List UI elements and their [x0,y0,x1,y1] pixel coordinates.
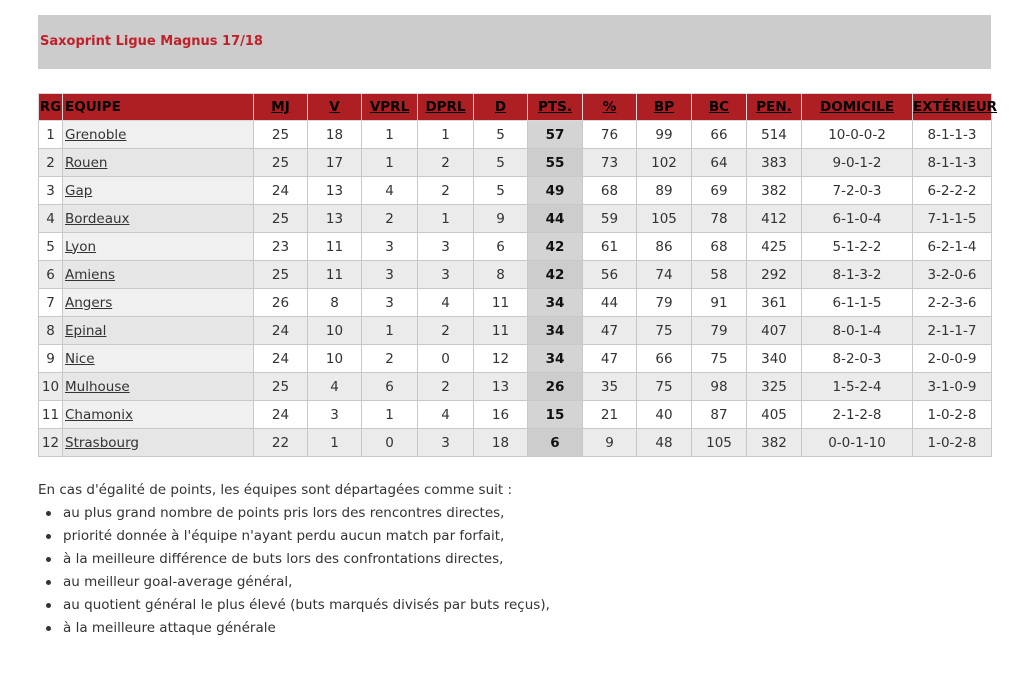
points-cell: 44 [528,205,583,233]
col-mj-header[interactable] [254,94,308,121]
percent-cell: 76 [583,121,637,149]
goals-against-cell: 75 [692,345,747,373]
away-record-cell: 8-1-1-3 [913,149,992,177]
rank-cell: 2 [39,149,63,177]
notes-list [38,502,550,640]
rank-cell: 1 [39,121,63,149]
col-d-sort-link[interactable]: D [494,99,507,115]
table-row [39,261,992,289]
team-link[interactable]: Nice [65,350,95,367]
goals-against-cell: 78 [692,205,747,233]
wins-cell: 11 [308,261,362,289]
goals-against-cell: 79 [692,317,747,345]
team-cell[interactable] [63,289,254,317]
table-row [39,429,992,457]
team-link[interactable]: Bordeaux [65,210,130,227]
goals-against-cell: 105 [692,429,747,457]
ot-losses-cell: 2 [418,177,474,205]
col-exterieur-sort-link[interactable]: EXTÉRIEUR [913,99,998,115]
goals-for-cell: 75 [637,317,692,345]
played-cell: 24 [254,317,308,345]
ot-wins-cell: 3 [362,233,418,261]
losses-cell: 12 [474,345,528,373]
table-row [39,373,992,401]
table-row [39,401,992,429]
goals-against-cell: 87 [692,401,747,429]
col-pts-sort-link[interactable]: PTS. [538,99,572,115]
percent-cell: 56 [583,261,637,289]
penalties-cell: 383 [747,149,802,177]
losses-cell: 6 [474,233,528,261]
goals-against-cell: 69 [692,177,747,205]
played-cell: 22 [254,429,308,457]
col-pct-header[interactable] [583,94,637,121]
col-v-header[interactable] [308,94,362,121]
played-cell: 25 [254,261,308,289]
played-cell: 25 [254,149,308,177]
col-d-header[interactable] [474,94,528,121]
points-cell: 42 [528,261,583,289]
ot-losses-cell: 2 [418,373,474,401]
table-row [39,121,992,149]
team-link[interactable]: Grenoble [65,126,127,143]
ot-losses-cell: 0 [418,345,474,373]
ot-wins-cell: 6 [362,373,418,401]
col-bc-sort-link[interactable]: BC [708,99,730,115]
goals-against-cell: 58 [692,261,747,289]
list-item: à la meilleure différence de buts lors des confrontations directes, [63,548,550,571]
penalties-cell: 514 [747,121,802,149]
rank-cell: 8 [39,317,63,345]
goals-against-cell: 66 [692,121,747,149]
goals-against-cell: 68 [692,233,747,261]
ot-losses-cell: 2 [418,149,474,177]
losses-cell: 5 [474,177,528,205]
team-cell[interactable] [63,345,254,373]
ot-losses-cell: 1 [418,205,474,233]
losses-cell: 13 [474,373,528,401]
losses-cell: 11 [474,317,528,345]
rank-cell: 12 [39,429,63,457]
col-pen-header[interactable] [747,94,802,121]
losses-cell: 18 [474,429,528,457]
rank-cell: 7 [39,289,63,317]
col-bp-sort-link[interactable]: BP [653,99,675,115]
wins-cell: 10 [308,345,362,373]
ot-losses-cell: 4 [418,401,474,429]
team-cell[interactable] [63,429,254,457]
table-row [39,345,992,373]
ot-wins-cell: 2 [362,345,418,373]
percent-cell: 73 [583,149,637,177]
home-record-cell: 9-0-1-2 [802,149,913,177]
goals-for-cell: 99 [637,121,692,149]
losses-cell: 5 [474,149,528,177]
ot-losses-cell: 2 [418,317,474,345]
col-pct-sort-link[interactable]: % [602,99,617,115]
ot-wins-cell: 4 [362,177,418,205]
penalties-cell: 405 [747,401,802,429]
team-cell[interactable] [63,149,254,177]
table-row [39,289,992,317]
losses-cell: 16 [474,401,528,429]
col-v-sort-link[interactable]: V [329,99,340,115]
ot-wins-cell: 1 [362,121,418,149]
played-cell: 25 [254,205,308,233]
goals-for-cell: 75 [637,373,692,401]
away-record-cell: 3-2-0-6 [913,261,992,289]
penalties-cell: 382 [747,177,802,205]
wins-cell: 1 [308,429,362,457]
rank-cell: 4 [39,205,63,233]
points-cell: 6 [528,429,583,457]
penalties-cell: 407 [747,317,802,345]
home-record-cell: 8-0-1-4 [802,317,913,345]
list-item: priorité donnée à l'équipe n'ayant perdu aucun match par forfait, [63,525,550,548]
wins-cell: 10 [308,317,362,345]
ot-wins-cell: 0 [362,429,418,457]
away-record-cell: 8-1-1-3 [913,121,992,149]
goals-for-cell: 40 [637,401,692,429]
penalties-cell: 425 [747,233,802,261]
team-cell[interactable] [63,233,254,261]
col-mj-sort-link[interactable]: MJ [271,99,290,115]
away-record-cell: 2-2-3-6 [913,289,992,317]
goals-for-cell: 105 [637,205,692,233]
col-vprl-header[interactable] [362,94,418,121]
penalties-cell: 361 [747,289,802,317]
wins-cell: 4 [308,373,362,401]
percent-cell: 61 [583,233,637,261]
col-pts-header[interactable] [528,94,583,121]
ot-wins-cell: 2 [362,205,418,233]
goals-against-cell: 64 [692,149,747,177]
wins-cell: 8 [308,289,362,317]
percent-cell: 35 [583,373,637,401]
team-link[interactable]: Rouen [65,154,108,171]
table-body [39,121,992,457]
team-link[interactable]: Amiens [65,266,116,283]
percent-cell: 68 [583,177,637,205]
penalties-cell: 292 [747,261,802,289]
tiebreak-notes [38,480,550,640]
goals-for-cell: 66 [637,345,692,373]
played-cell: 24 [254,401,308,429]
standings-table [38,93,998,457]
col-vprl-sort-link[interactable]: VPRL [369,99,410,115]
list-item: au plus grand nombre de points pris lors des rencontres directes, [63,502,550,525]
col-dprl-header[interactable] [418,94,474,121]
played-cell: 25 [254,121,308,149]
ot-wins-cell: 3 [362,289,418,317]
team-link[interactable]: Chamonix [65,406,133,423]
team-link[interactable]: Epinal [65,322,107,339]
list-item: au quotient général le plus élevé (buts marqués divisés par buts reçus), [63,594,550,617]
home-record-cell: 10-0-0-2 [802,121,913,149]
points-cell: 42 [528,233,583,261]
home-record-cell: 7-2-0-3 [802,177,913,205]
losses-cell: 9 [474,205,528,233]
goals-for-cell: 48 [637,429,692,457]
home-record-cell: 8-1-3-2 [802,261,913,289]
team-cell[interactable] [63,261,254,289]
played-cell: 26 [254,289,308,317]
percent-cell: 9 [583,429,637,457]
ot-losses-cell: 3 [418,233,474,261]
list-item: à la meilleure attaque générale [63,617,550,640]
page-title: Saxoprint Ligue Magnus 17/18 [40,34,263,49]
ot-losses-cell: 3 [418,429,474,457]
played-cell: 23 [254,233,308,261]
goals-for-cell: 89 [637,177,692,205]
team-link[interactable]: Gap [65,182,93,199]
penalties-cell: 412 [747,205,802,233]
away-record-cell: 6-2-1-4 [913,233,992,261]
col-domicile-sort-link[interactable]: DOMICILE [820,99,894,115]
points-cell: 57 [528,121,583,149]
team-link[interactable]: Angers [65,294,113,311]
team-cell[interactable] [63,121,254,149]
losses-cell: 5 [474,121,528,149]
away-record-cell: 2-0-0-9 [913,345,992,373]
goals-for-cell: 102 [637,149,692,177]
home-record-cell: 0-0-1-10 [802,429,913,457]
away-record-cell: 3-1-0-9 [913,373,992,401]
col-bc-header[interactable] [692,94,747,121]
played-cell: 25 [254,373,308,401]
table-row [39,149,992,177]
goals-for-cell: 86 [637,233,692,261]
points-cell: 34 [528,317,583,345]
penalties-cell: 340 [747,345,802,373]
list-item: au meilleur goal-average général, [63,571,550,594]
rank-cell: 11 [39,401,63,429]
rank-cell: 6 [39,261,63,289]
losses-cell: 8 [474,261,528,289]
away-record-cell: 6-2-2-2 [913,177,992,205]
table-header-row [39,94,992,121]
played-cell: 24 [254,177,308,205]
table-row [39,233,992,261]
percent-cell: 59 [583,205,637,233]
col-rg-header: RG [39,94,63,121]
team-link[interactable]: Strasbourg [65,434,139,451]
home-record-cell: 5-1-2-2 [802,233,913,261]
col-bp-header[interactable] [637,94,692,121]
rank-cell: 10 [39,373,63,401]
table-row [39,205,992,233]
wins-cell: 17 [308,149,362,177]
points-cell: 55 [528,149,583,177]
penalties-cell: 325 [747,373,802,401]
home-record-cell: 6-1-0-4 [802,205,913,233]
team-link[interactable]: Lyon [65,238,97,255]
away-record-cell: 7-1-1-5 [913,205,992,233]
wins-cell: 13 [308,205,362,233]
goals-for-cell: 79 [637,289,692,317]
wins-cell: 3 [308,401,362,429]
wins-cell: 13 [308,177,362,205]
away-record-cell: 1-0-2-8 [913,401,992,429]
team-cell[interactable] [63,177,254,205]
goals-for-cell: 74 [637,261,692,289]
goals-against-cell: 98 [692,373,747,401]
points-cell: 15 [528,401,583,429]
team-cell[interactable] [63,401,254,429]
penalties-cell: 382 [747,429,802,457]
notes-intro: En cas d'égalité de points, les équipes sont départagées comme suit : [38,482,513,498]
team-cell[interactable] [63,373,254,401]
points-cell: 49 [528,177,583,205]
points-cell: 26 [528,373,583,401]
losses-cell: 11 [474,289,528,317]
team-cell[interactable] [63,317,254,345]
col-domicile-header[interactable] [802,94,913,121]
title-bar [38,15,991,69]
table-row [39,177,992,205]
points-cell: 34 [528,289,583,317]
away-record-cell: 1-0-2-8 [913,429,992,457]
ot-losses-cell: 4 [418,289,474,317]
ot-wins-cell: 1 [362,317,418,345]
percent-cell: 21 [583,401,637,429]
rank-cell: 5 [39,233,63,261]
home-record-cell: 8-2-0-3 [802,345,913,373]
goals-against-cell: 91 [692,289,747,317]
home-record-cell: 2-1-2-8 [802,401,913,429]
ot-losses-cell: 3 [418,261,474,289]
rank-cell: 3 [39,177,63,205]
percent-cell: 47 [583,345,637,373]
points-cell: 34 [528,345,583,373]
table-row [39,317,992,345]
ot-wins-cell: 1 [362,401,418,429]
col-dprl-sort-link[interactable]: DPRL [425,99,466,115]
col-pen-sort-link[interactable]: PEN. [756,99,792,115]
col-exterieur-header[interactable] [913,94,998,121]
ot-wins-cell: 3 [362,261,418,289]
team-cell[interactable] [63,205,254,233]
wins-cell: 11 [308,233,362,261]
rank-cell: 9 [39,345,63,373]
home-record-cell: 6-1-1-5 [802,289,913,317]
team-link[interactable]: Mulhouse [65,378,130,395]
percent-cell: 44 [583,289,637,317]
percent-cell: 47 [583,317,637,345]
ot-wins-cell: 1 [362,149,418,177]
ot-losses-cell: 1 [418,121,474,149]
wins-cell: 18 [308,121,362,149]
col-equipe-header: EQUIPE [63,94,254,121]
away-record-cell: 2-1-1-7 [913,317,992,345]
played-cell: 24 [254,345,308,373]
home-record-cell: 1-5-2-4 [802,373,913,401]
